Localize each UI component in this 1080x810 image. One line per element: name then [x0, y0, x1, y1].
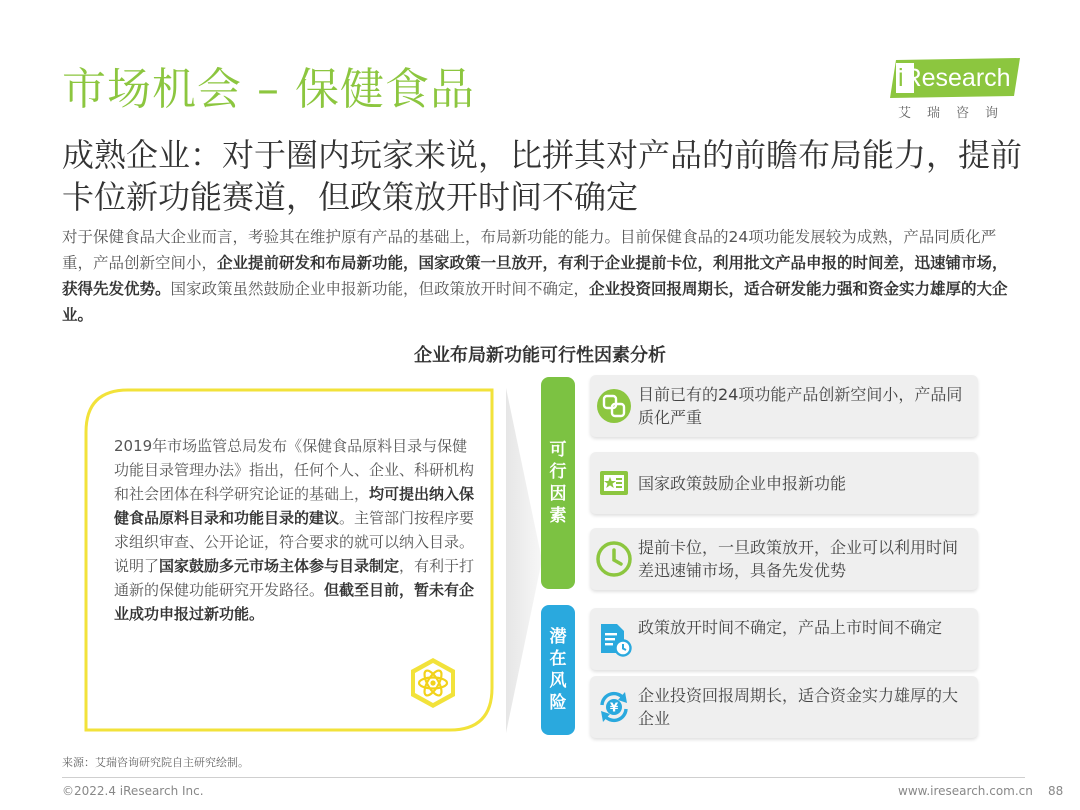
iresearch-logo	[890, 58, 1030, 128]
policy-bold-3: 但截至目前，暂未有企业成功申报过新功能。	[114, 581, 475, 623]
document-clock-icon	[596, 621, 632, 657]
factor-text: 目前已有的24项功能产品创新空间小，产品同质化严重	[638, 385, 963, 427]
factor-text: 提前卡位，一旦政策放开，企业可以利用时间差迅速铺市场，具备先发优势	[638, 538, 959, 580]
policy-text	[114, 434, 482, 626]
policy-text-3: ，有利于打通新的保健功能研究开发路径。	[114, 557, 475, 599]
category-risk	[541, 605, 575, 735]
overlap-squares-icon	[596, 388, 632, 424]
logo-wordmark	[898, 64, 1011, 93]
factor-text: 国家政策鼓励企业申报新功能	[638, 474, 847, 493]
para-text-2: 国家政策虽然鼓励企业申报新功能，但政策放开时间不确定，	[170, 280, 590, 298]
yen-cycle-icon	[596, 689, 632, 725]
category-feasible-char: 可	[549, 440, 567, 460]
category-feasible	[541, 377, 575, 589]
footer-divider	[62, 777, 1025, 778]
website-link[interactable]: www.iresearch.com.cn	[898, 784, 1033, 798]
source-note: 来源：艾瑞咨询研究院自主研究绘制。	[62, 756, 249, 769]
policy-text-1: 2019年市场监管总局发布《保健食品原料目录与保健功能目录管理办法》指出，任何个人、企业、科研机构和社会团体在科学研究论证的基础上，	[114, 437, 475, 503]
category-risk-char: 风	[549, 671, 567, 691]
page-title: 市场机会 – 保健食品	[62, 64, 475, 115]
logo-brand: Research	[903, 64, 1011, 92]
page-subtitle: 成熟企业：对于圈内玩家来说，比拼其对产品的前瞻布局能力，提前卡位新功能赛道，但政策放开时间不确定	[62, 136, 1023, 216]
page-number: 88	[1048, 784, 1064, 798]
policy-text-2: 。主管部门按程序要求组织审查、公开论证，符合要求的就可以纳入目录。说明了	[114, 509, 475, 575]
para-bold-1: 企业提前研发和布局新功能，国家政策一旦放开，有利于企业提前卡位，利用批文产品申报的时间差，迅速铺市场，获得先发优势。	[62, 254, 1008, 298]
atom-hexagon-icon	[406, 656, 460, 710]
clock-icon	[596, 541, 632, 577]
category-feasible-char: 素	[549, 506, 567, 526]
logo-subtitle: 艾瑞咨询	[898, 106, 1015, 121]
risk-text: 政策放开时间不确定，产品上市时间不确定	[638, 618, 943, 637]
document-star-icon	[596, 465, 632, 501]
svg-text:¥: ¥	[609, 700, 619, 715]
category-risk-char: 潜	[549, 627, 567, 647]
category-feasible-char: 因	[549, 484, 567, 504]
factor-item-policy-support	[590, 452, 978, 514]
policy-card	[84, 388, 496, 733]
risk-item-long-payback	[590, 676, 978, 738]
intro-paragraph	[62, 224, 1022, 328]
copyright: ©2022.4 iResearch Inc.	[62, 784, 204, 798]
policy-bold-1: 均可提出纳入保健食品原料目录和功能目录的建议	[114, 485, 475, 527]
diagram-title: 企业布局新功能可行性因素分析	[414, 345, 666, 366]
logo-prefix: i	[898, 64, 904, 92]
factor-item-innovation	[590, 375, 978, 437]
policy-bold-2: 国家鼓励多元市场主体参与目录制定	[159, 557, 400, 575]
para-bold-2: 企业投资回报周期长，适合研发能力强和资金实力雄厚的大企业。	[62, 280, 1008, 324]
risk-text: 企业投资回报周期长，适合资金实力雄厚的大企业	[638, 686, 959, 728]
category-risk-char: 险	[549, 693, 567, 713]
para-text-1: 对于保健食品大企业而言，考验其在维护原有产品的基础上，布局新功能的能力。目前保健食品的24项功能发展较为成熟，产品同质化严重，产品创新空间小，	[62, 228, 997, 272]
category-risk-char: 在	[549, 649, 567, 669]
risk-item-uncertain-timing	[590, 608, 978, 670]
category-feasible-char: 行	[549, 462, 567, 482]
flow-arrow	[506, 388, 542, 733]
factor-item-first-mover	[590, 528, 978, 590]
